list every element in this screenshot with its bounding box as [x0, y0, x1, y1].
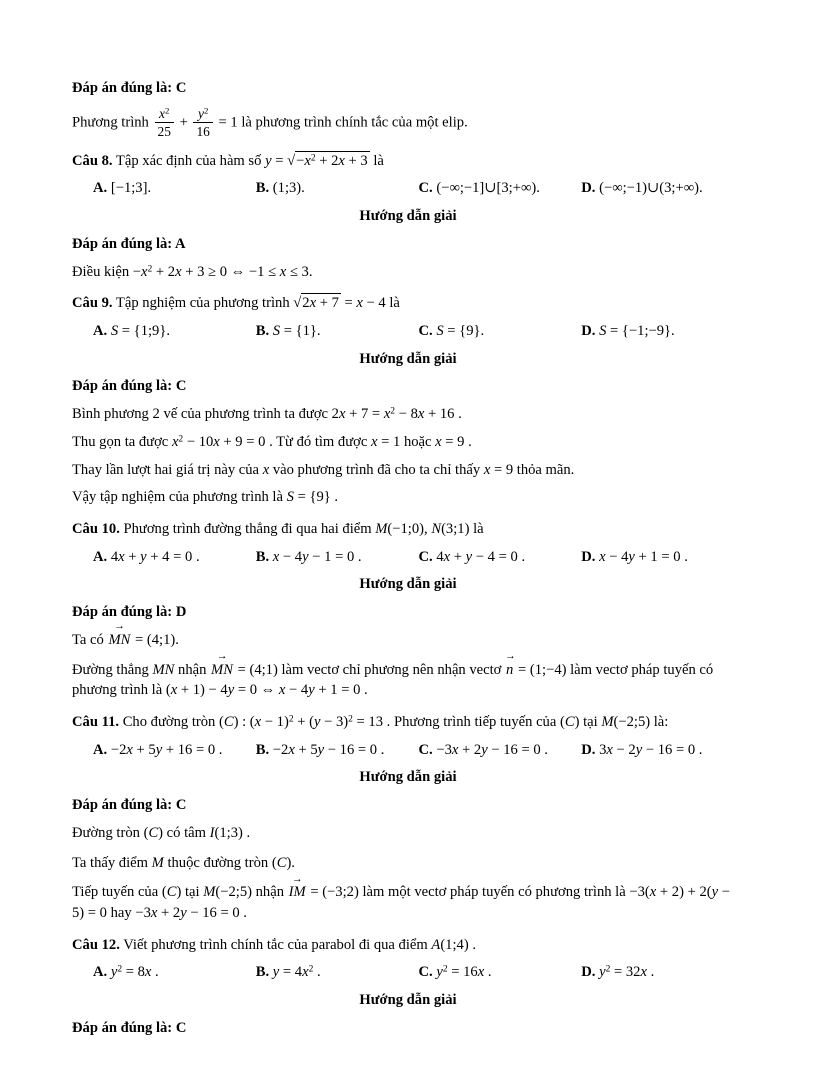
- option: C. (−∞;−1]∪[3;+∞).: [418, 180, 540, 197]
- section-heading: Hướng dẫn giải: [359, 350, 457, 367]
- options-row: [72, 740, 744, 761]
- option: B. $y = 4x^2$ .: [255, 964, 321, 981]
- paragraph: Đường tròn (C) có tâm I(1;3) .: [72, 824, 251, 841]
- paragraph: Thu gọn ta được $x^2 - 10x + 9 = 0$ . Từ đó tìm được x = 1 hoặc x = 9 .: [72, 433, 472, 450]
- answer-line: Đáp án đúng là: D: [72, 604, 187, 621]
- option: D. x − 4y + 1 = 0 .: [581, 548, 688, 565]
- option: C. S = {9}.: [418, 322, 485, 339]
- option: D. (−∞;−1)∪(3;+∞).: [581, 180, 703, 197]
- section-heading: Hướng dẫn giải: [359, 769, 457, 786]
- option: B. x − 4y − 1 = 0 .: [255, 548, 362, 565]
- paragraph: Ta có → MN = (4;1).: [72, 630, 744, 651]
- option: C. $y^2 = 16x$ .: [418, 964, 492, 981]
- paragraph: Điều kiện $-x^2 + 2x + 3 \ge 0$ ⇔ −1 ≤ x ≤ 3.: [72, 263, 313, 280]
- option: D. $y^2 = 32x$ .: [581, 964, 655, 981]
- paragraph: Ta thấy điểm M thuộc đường tròn (C).: [72, 854, 295, 871]
- option: A. −2x + 5y + 16 = 0 .: [93, 741, 223, 758]
- option: D. S = {−1;−9}.: [581, 322, 675, 339]
- question-line: Câu 11. Cho đường tròn (C) : $(x - 1)^2 + (y - 3)^2 = 13$ . Phương trình tiếp tuyến của (C) tại M(−2;5) là:: [72, 714, 669, 730]
- question-line: Câu 9. Tập nghiệm của phương trình √2x + 7 = x − 4 là: [72, 295, 400, 312]
- option: A. [−1;3].: [93, 180, 152, 197]
- paragraph: Phương trình $\frac{x^2}{25}$ + $\frac{y^2}{16}$ = 1 là phương trình chính tắc của một elip.: [72, 105, 468, 140]
- question-line: Câu 10. Phương trình đường thẳng đi qua hai điểm M(−1;0), N(3;1) là: [72, 520, 484, 537]
- section-heading: Hướng dẫn giải: [359, 576, 457, 593]
- paragraph: Đường thẳng MN nhận → MN = (4;1) làm vectơ chỉ phương nên nhận vectơ → n = (1;−4) làm vectơ pháp tuyến có phương trình là (x + 1) − 4y = 0 ⇔ x − 4y + 1 = 0 .: [72, 660, 744, 701]
- options-row: [72, 547, 744, 568]
- option: B. −2x + 5y − 16 = 0 .: [255, 741, 385, 758]
- options-row: [72, 178, 744, 199]
- document-content: [72, 78, 744, 1039]
- paragraph: Vậy tập nghiệm của phương trình là S = {9} .: [72, 489, 339, 506]
- question-line: Câu 8. Tập xác định của hàm số $y = √-x^2 + 2x + 3$ là: [72, 152, 384, 169]
- paragraph: Tiếp tuyến của (C) tại M(−2;5) nhận → IM = (−3;2) làm một vectơ pháp tuyến có phương trình là −3(x + 2) + 2(y − 5) = 0 hay −3x + 2y − 16 = 0 .: [72, 882, 744, 923]
- options-row: [72, 321, 744, 342]
- option: C. 4x + y − 4 = 0 .: [418, 548, 526, 565]
- answer-line: Đáp án đúng là: A: [72, 235, 186, 252]
- section-heading: Hướng dẫn giải: [359, 208, 457, 225]
- options-row: [72, 962, 744, 983]
- option: D. 3x − 2y − 16 = 0 .: [581, 741, 703, 758]
- answer-line: Đáp án đúng là: C: [72, 797, 187, 814]
- option: A. 4x + y + 4 = 0 .: [93, 548, 200, 565]
- section-heading: Hướng dẫn giải: [359, 992, 457, 1009]
- paragraph: Thay lần lượt hai giá trị này của x vào phương trình đã cho ta chỉ thấy x = 9 thỏa mãn.: [72, 461, 575, 478]
- answer-line: Đáp án đúng là: C: [72, 80, 187, 96]
- paragraph: Bình phương 2 vế của phương trình ta được $2x + 7 = x^2 - 8x + 16$ .: [72, 406, 462, 423]
- answer-line: Đáp án đúng là: C: [72, 378, 187, 395]
- option: B. S = {1}.: [255, 322, 321, 339]
- option: B. (1;3).: [255, 180, 305, 197]
- option: C. −3x + 2y − 16 = 0 .: [418, 741, 548, 758]
- answer-line: Đáp án đúng là: C: [72, 1019, 187, 1036]
- option: A. S = {1;9}.: [93, 322, 170, 339]
- question-line: Câu 12. Viết phương trình chính tắc của parabol đi qua điểm A(1;4) .: [72, 936, 476, 953]
- option: A. $y^2 = 8x$ .: [93, 964, 159, 981]
